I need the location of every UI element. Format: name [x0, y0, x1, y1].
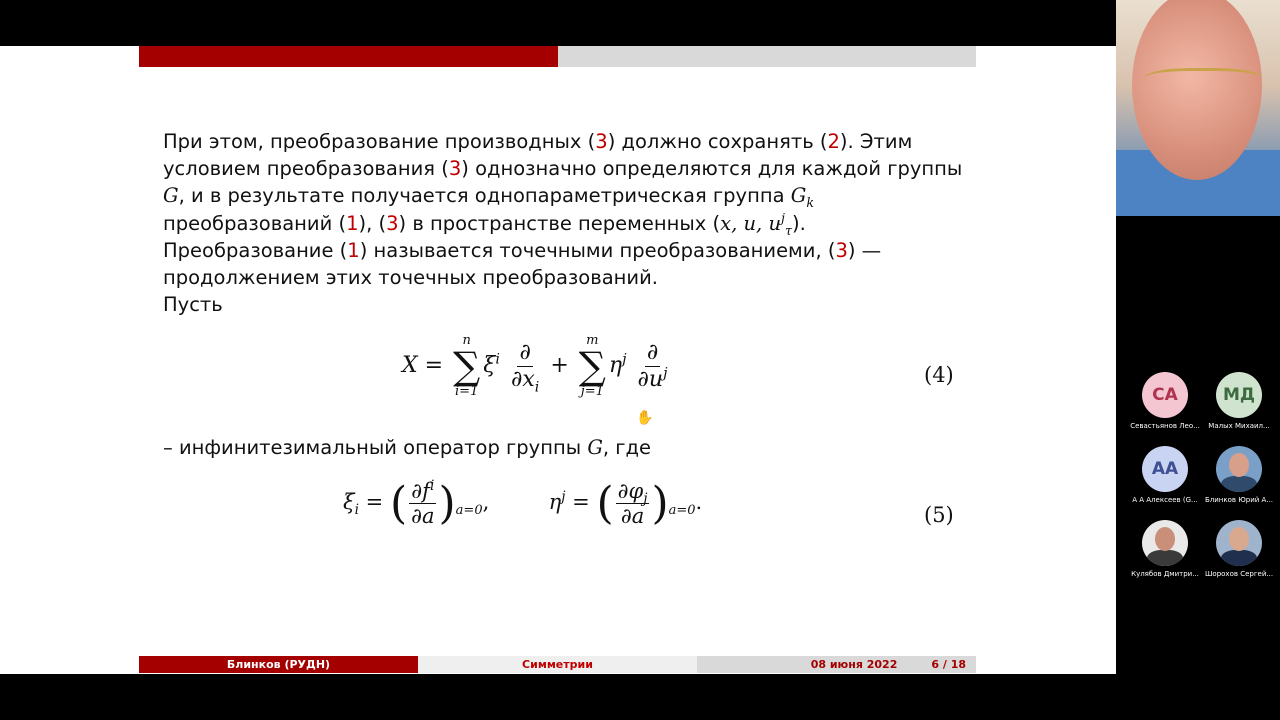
eq-ref-3[interactable]: 3 — [448, 157, 462, 181]
slide-footer — [139, 656, 976, 673]
fraction: $\frac{\partial f^i}{\partial a}$ — [411, 477, 435, 528]
active-speaker-video[interactable] — [1116, 0, 1280, 216]
avatar-photo — [1216, 446, 1262, 492]
progress-bar-fill — [139, 46, 558, 67]
participant-tile[interactable] — [1202, 520, 1276, 588]
operator-text: – инфинитезимальный оператор группы G, где — [163, 436, 652, 459]
presentation-slide — [0, 46, 1116, 674]
photo-head — [1229, 453, 1249, 477]
participant-tile[interactable] — [1202, 446, 1276, 514]
participant-tile[interactable] — [1128, 520, 1202, 588]
equation-number-5: (5) — [924, 503, 954, 527]
progress-bar — [139, 46, 976, 67]
participant-name: Блинков Юрий А... — [1204, 496, 1274, 504]
sum-symbol: n ∑ i=1 — [453, 333, 481, 399]
eq-ref-1[interactable]: 1 — [347, 238, 360, 262]
eq-ref-2[interactable]: 2 — [827, 130, 840, 153]
avatar: СА — [1142, 372, 1188, 418]
footer-date: 08 июня 2022 — [810, 658, 898, 671]
paragraph-line-7: Пусть — [163, 293, 223, 317]
avatar: МД — [1216, 372, 1262, 418]
equation-number-4: (4) — [924, 363, 954, 387]
equation-4: X = n ∑ i=1 $\xi^i$ $\frac{\partial}{\partial x_i}$ + m ∑ j=1 $\eta^j$ $\frac{\partial}{\partial u^j}$ — [402, 333, 668, 399]
photo-head — [1155, 527, 1175, 551]
paragraph-line-6: продолжением этих точечных преобразований. — [163, 266, 658, 290]
participant-name: Малых Михаил... — [1208, 422, 1270, 430]
avatar-photo — [1142, 520, 1188, 566]
footer-title: Симметрии — [418, 656, 697, 673]
footer-author: Блинков (РУДН) — [139, 656, 418, 673]
participant-tile[interactable] — [1128, 446, 1202, 514]
avatar-photo — [1216, 520, 1262, 566]
eq-ref-1[interactable]: 1 — [346, 211, 359, 235]
participant-tile[interactable] — [1128, 372, 1202, 440]
eq-ref-3[interactable]: 3 — [835, 238, 848, 262]
participant-name: А А Алексеев (G... — [1132, 496, 1198, 504]
hand-cursor-icon: ✋ — [636, 410, 654, 426]
eq-ref-3[interactable]: 3 — [595, 130, 608, 153]
footer-page-number: 6 / 18 — [931, 658, 966, 671]
paragraph-line-2: условием преобразования (3) однозначно определяются для каждой группы — [163, 157, 963, 181]
participant-name: Шорохов Сергей... — [1204, 570, 1274, 578]
paragraph-line-1: При этом, преобразование производных (3) должно сохранять (2). Этим — [163, 130, 913, 153]
participant-name: Кулябов Дмитри... — [1131, 570, 1199, 578]
sum-symbol: m ∑ j=1 — [578, 333, 606, 399]
participant-name: Севастьянов Лео... — [1130, 422, 1200, 430]
photo-body — [1221, 476, 1257, 492]
fraction: $\frac{\partial\varphi_j}{\partial a}$ — [617, 478, 648, 528]
participant-grid — [1128, 372, 1276, 588]
paragraph-line-5: Преобразование (1) называется точечными преобразованиеми, (3) — — [163, 238, 882, 262]
eq-ref-3[interactable]: 3 — [386, 211, 399, 235]
avatar: АА — [1142, 446, 1188, 492]
fraction: $\frac{\partial}{\partial x_i}$ — [510, 340, 540, 395]
equation-5: $\xi_i$ = ( $\frac{\partial f^i}{\partial a}$ )$_{a=0}$, $\eta^j$ = ( $\frac{\partial\varphi_j}{\partial a}$ )$_{a=0}$. — [343, 477, 703, 529]
photo-body — [1147, 550, 1183, 566]
paragraph-line-4: преобразований (1), (3) в пространстве переменных (x, u, $u^j_\tau$). — [163, 210, 806, 238]
footer-date-page — [697, 656, 976, 673]
paragraph-line-3: G, и в результате получается однопараметрическая группа $G_k$ — [163, 184, 814, 211]
slide-paragraph — [163, 128, 963, 318]
participant-tile[interactable] — [1202, 372, 1276, 440]
photo-body — [1221, 550, 1257, 566]
photo-head — [1229, 527, 1249, 551]
fraction: $\frac{\partial}{\partial u^j}$ — [637, 340, 668, 392]
speaker-glasses — [1144, 68, 1262, 93]
